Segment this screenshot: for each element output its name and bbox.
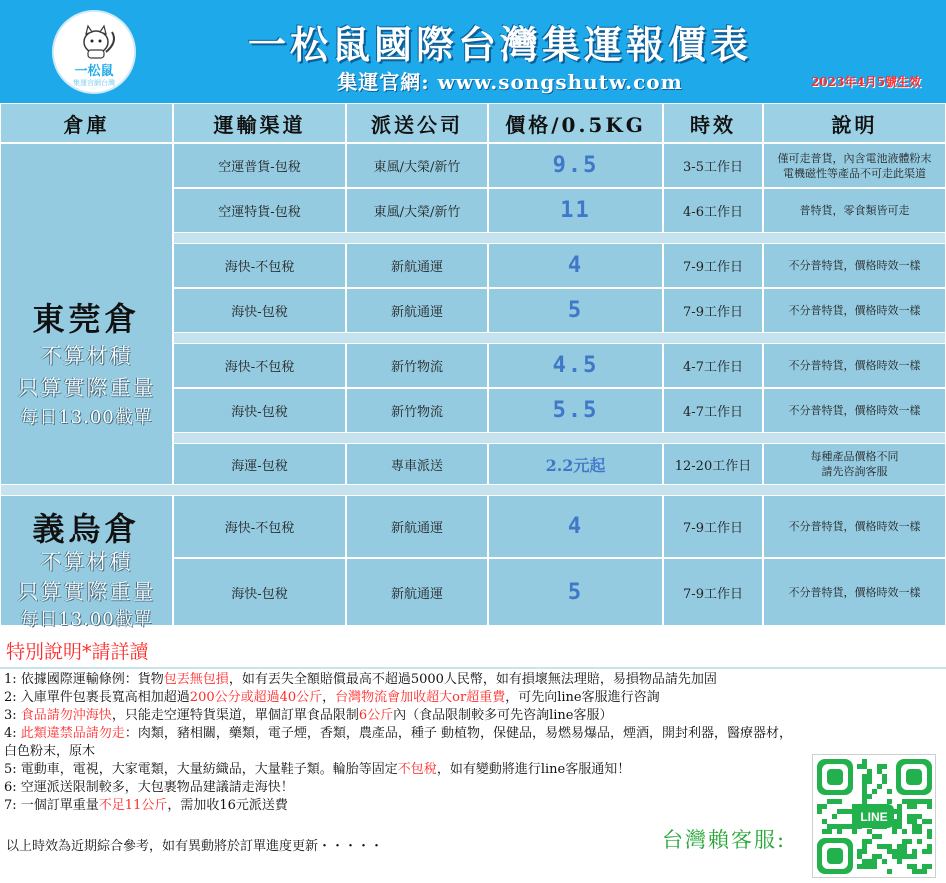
squirrel-logo-icon — [52, 10, 136, 94]
note-item — [4, 779, 804, 797]
logo-text: 一松鼠 — [74, 64, 114, 79]
section-separator — [0, 485, 946, 495]
note-item — [4, 725, 804, 761]
table-cell-channel: 海快-不包稅 — [173, 343, 346, 388]
note-text: ，可先向line客服進行咨詢 — [505, 690, 660, 705]
note-highlight: 不包稅 — [397, 762, 437, 777]
warehouse-yiwu — [0, 495, 173, 630]
warehouse-name: 義烏倉 — [32, 510, 141, 548]
table-cell-channel: 空運特貨-包稅 — [173, 188, 346, 233]
table-cell-time: 4-6工作日 — [663, 188, 763, 233]
column-header-time: 時效 — [663, 103, 763, 143]
table-cell-company: 新竹物流 — [346, 343, 488, 388]
note-item — [4, 671, 804, 689]
note-item — [4, 797, 804, 815]
note-item — [4, 689, 804, 707]
table-cell-time: 7-9工作日 — [663, 288, 763, 333]
table-cell-time: 7-9工作日 — [663, 558, 763, 626]
column-header-channel: 運輸渠道 — [173, 103, 346, 143]
notes-divider — [0, 667, 946, 669]
note-text: ，如有變動將進行line客服通知！ — [436, 762, 631, 777]
warehouse-note: 只算實際重量 — [17, 376, 156, 400]
note-text: ，如有丟失全額賠償最高不超過5000人民幣，如有損壞無法理賠，易損物品請先加固 — [228, 672, 717, 687]
table-cell-price: 9.5 — [488, 143, 663, 188]
table-cell-price: 11 — [488, 188, 663, 233]
note-item — [4, 707, 804, 725]
note-highlight: 此類違禁品請勿走 — [20, 726, 125, 741]
table-cell-time: 7-9工作日 — [663, 495, 763, 558]
note-text: ，需加收16元派送費 — [167, 798, 288, 813]
column-header-company: 派送公司 — [346, 103, 488, 143]
note-highlight: 200公分或超過40公斤 — [189, 690, 323, 705]
note-text: ：肉類，豬相關，藥類，電子煙，香類，農產品，種子 動植物，保健品，易燃易爆品，煙酒，開封利器，醫療器材，白色粉末，原木 — [4, 726, 792, 759]
note-text: 3: — [4, 708, 21, 723]
table-cell-description: 不分普特貨，價格時效一樣 — [763, 288, 946, 333]
line-logo-text: LINE — [860, 810, 888, 824]
page-title: 一松鼠國際台灣集運報價表 — [247, 22, 752, 67]
table-cell-company: 專車派送 — [346, 443, 488, 485]
warehouse-name: 東莞倉 — [32, 300, 141, 338]
description-line: 每種產品價格不同 — [810, 450, 899, 463]
table-cell-price: 5 — [488, 288, 663, 333]
table-cell-price: 4.5 — [488, 343, 663, 388]
table-cell-channel: 海快-包稅 — [173, 388, 346, 433]
table-cell-time: 4-7工作日 — [663, 388, 763, 433]
table-cell-description: 不分普特貨，價格時效一樣 — [763, 343, 946, 388]
column-header-price: 價格/0.5KG — [488, 103, 663, 143]
table-cell-channel: 空運普貨-包稅 — [173, 143, 346, 188]
column-header-description: 說明 — [763, 103, 946, 143]
note-text: 7: 一個訂單重量 — [4, 798, 99, 813]
warehouse-dongguan — [0, 143, 173, 485]
effective-date: 2023年4月5號生效 — [810, 75, 922, 89]
column-header-warehouse: 倉庫 — [0, 103, 173, 143]
notes-list — [4, 671, 804, 815]
price-table — [0, 103, 946, 630]
table-cell-description — [763, 443, 946, 485]
note-text: 1: 依據國際運輸條例：貨物 — [4, 672, 164, 687]
table-cell-price: 2.2元起 — [488, 443, 663, 485]
row-separator — [173, 333, 946, 343]
note-highlight: 食品請勿沖海快 — [20, 708, 112, 723]
table-cell-price: 4 — [488, 243, 663, 288]
description-line: 電機磁性等產品不可走此渠道 — [783, 166, 926, 180]
table-cell-description: 不分普特貨，價格時效一樣 — [763, 558, 946, 626]
customer-service-label: 台灣賴客服: — [662, 828, 787, 852]
table-cell-price: 5 — [488, 558, 663, 626]
description-line: 請先咨詢客服 — [821, 465, 888, 478]
table-cell-time: 12-20工作日 — [663, 443, 763, 485]
table-cell-description: 不分普特貨，價格時效一樣 — [763, 243, 946, 288]
table-cell-time: 4-7工作日 — [663, 343, 763, 388]
table-cell-company: 新竹物流 — [346, 388, 488, 433]
table-cell-company: 新航通運 — [346, 495, 488, 558]
row-separator — [173, 233, 946, 243]
note-highlight: 包丟無包損 — [163, 672, 229, 687]
description-line: 僅可走普貨，內含電池液體粉末 — [777, 151, 932, 165]
warehouse-note: 每日13.00截單 — [20, 407, 153, 428]
table-cell-company: 新航通運 — [346, 288, 488, 333]
table-cell-channel: 海快-包稅 — [173, 288, 346, 333]
table-cell-company: 東風/大榮/新竹 — [346, 188, 488, 233]
table-cell-company: 新航通運 — [346, 558, 488, 626]
website-url[interactable]: 集運官網: www.songshutw.com — [337, 70, 683, 94]
note-text: ，只能走空運特貨渠道，單個訂單食品限制 — [111, 708, 359, 723]
line-qr-code[interactable] — [812, 754, 936, 878]
table-cell-company: 新航通運 — [346, 243, 488, 288]
note-highlight: 6公斤 — [358, 708, 394, 723]
table-cell-channel: 海運-包稅 — [173, 443, 346, 485]
note-highlight: 台灣物流會加收超大or超重費 — [335, 690, 506, 705]
warehouse-note: 不算材積 — [40, 550, 133, 574]
note-highlight: 不足11公斤 — [98, 798, 168, 813]
table-cell-price: 5.5 — [488, 388, 663, 433]
note-text: 內（食品限制較多可先咨詢line客服） — [393, 708, 613, 723]
note-text: 4: — [4, 726, 21, 741]
row-separator — [173, 433, 946, 443]
warehouse-note: 每日13.00截單 — [20, 609, 153, 630]
note-text: 2: 入庫單件包裹長寬高相加超過 — [4, 690, 190, 705]
table-cell-channel: 海快-不包稅 — [173, 495, 346, 558]
table-cell-channel: 海快-不包稅 — [173, 243, 346, 288]
warehouse-note: 不算材積 — [40, 344, 133, 368]
table-cell-price: 4 — [488, 495, 663, 558]
table-cell-time: 7-9工作日 — [663, 243, 763, 288]
table-cell-company: 東風/大榮/新竹 — [346, 143, 488, 188]
table-cell-description — [763, 143, 946, 188]
note-text: 6: 空運派送限制較多，大包裹物品建議請走海快！ — [4, 780, 294, 795]
footer-note: 以上時效為近期綜合參考，如有異動將於訂單進度更新・・・・・ — [6, 839, 384, 854]
notes-title: 特別說明*請詳讀 — [6, 641, 149, 663]
note-text: ， — [322, 690, 336, 705]
table-cell-description: 不分普特貨，價格時效一樣 — [763, 388, 946, 433]
logo-subtext: 集運官網台灣 — [73, 79, 115, 87]
note-item — [4, 761, 804, 779]
note-text: 5: 電動車，電視，大家電類，大量紡織品，大量鞋子類。輪胎等固定 — [4, 762, 398, 777]
table-cell-description: 不分普特貨，價格時效一樣 — [763, 495, 946, 558]
qr-code-icon — [813, 755, 935, 877]
table-cell-channel: 海快-包稅 — [173, 558, 346, 626]
table-cell-time: 3-5工作日 — [663, 143, 763, 188]
warehouse-note: 只算實際重量 — [17, 580, 156, 604]
page-header — [0, 0, 946, 103]
table-cell-description: 普特貨，零食類皆可走 — [763, 188, 946, 233]
